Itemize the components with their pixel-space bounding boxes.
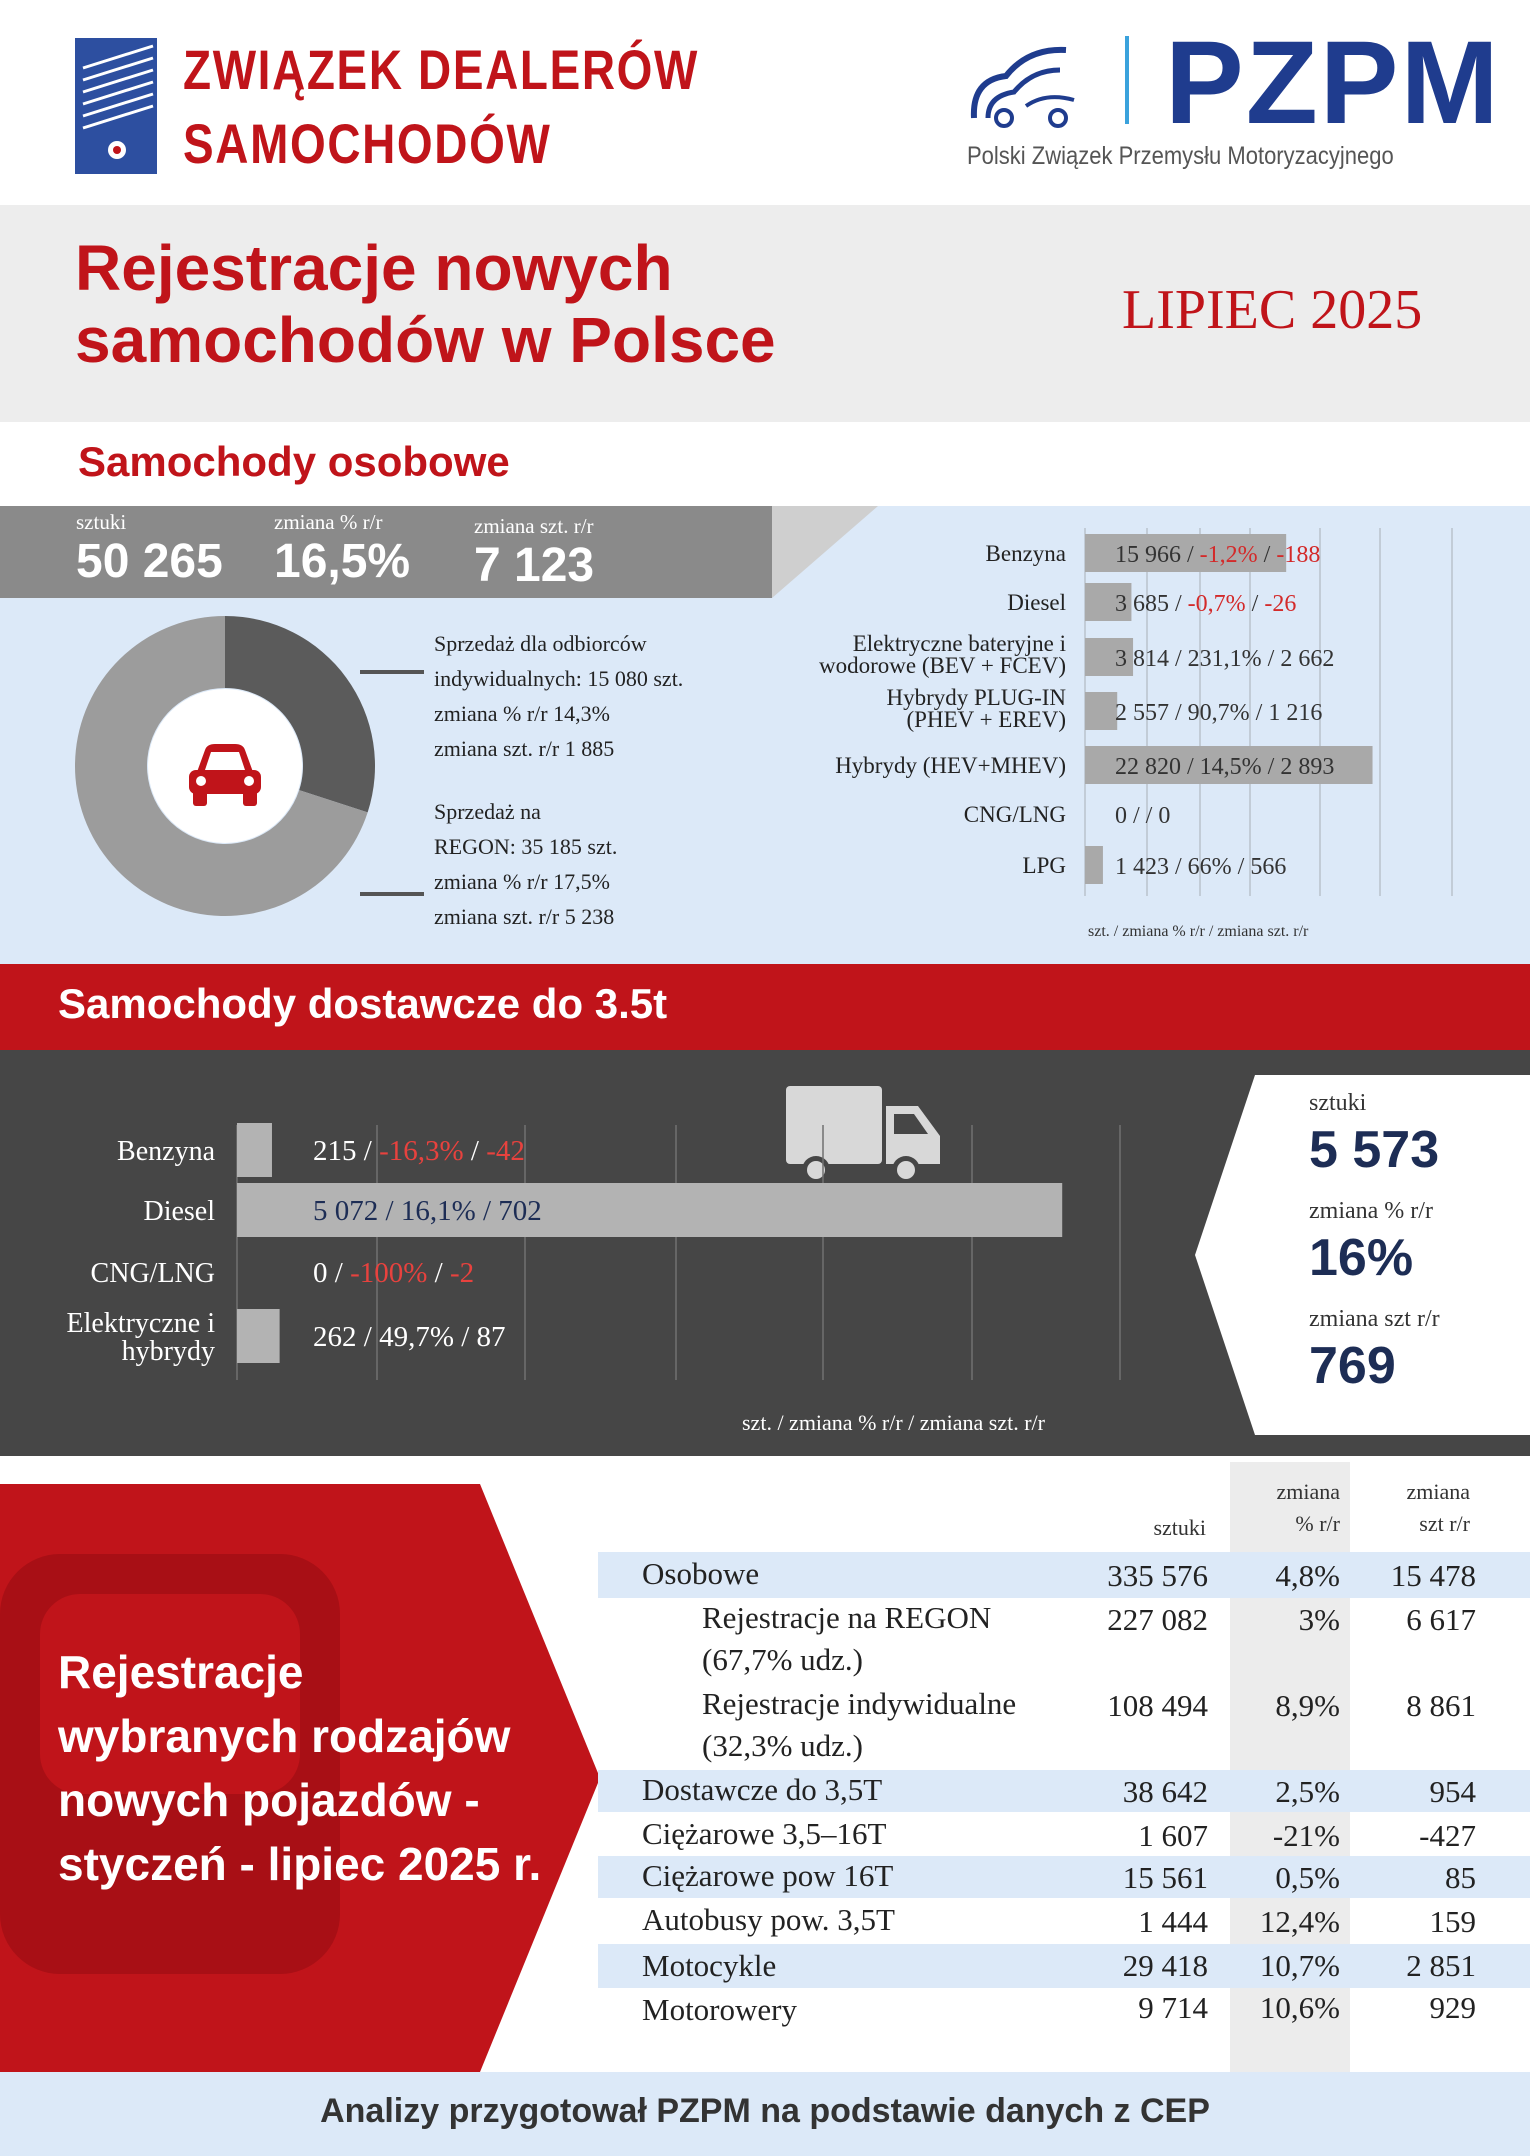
col-header-pct-line-1: zmiana	[1276, 1479, 1340, 1504]
row-regon-name: Rejestracje na REGON	[702, 1600, 992, 1635]
row-ciezarowe-small-pct: -21%	[1272, 1818, 1340, 1853]
vans-pct-label: zmiana % r/r	[1309, 1198, 1433, 1224]
car-icon	[183, 742, 267, 808]
fuel-category-label: LPG	[1022, 853, 1066, 878]
stat-change-label: zmiana szt. r/r	[474, 514, 594, 538]
row-osobowe-units: 335 576	[1107, 1558, 1208, 1593]
row-individual-name: Rejestracje indywidualne	[702, 1686, 1017, 1721]
individual-line-3: zmiana % r/r 14,3%	[434, 701, 610, 726]
vans-category-label: CNG/LNG	[90, 1258, 215, 1289]
row-autobusy-name: Autobusy pow. 3,5T	[642, 1902, 895, 1937]
col-header-pct-line-2: % r/r	[1295, 1511, 1340, 1536]
fuel-value-label: 3 685 / -0,7% / -26	[1115, 591, 1297, 617]
vans-bar	[237, 1123, 272, 1177]
fuel-category-label: Diesel	[1007, 590, 1066, 615]
fuel-value-label: 1 423 / 66% / 566	[1115, 854, 1287, 880]
vans-section-title: Samochody dostawcze do 3.5t	[58, 980, 668, 1027]
vans-value-label: 215 / -16,3% / -42	[313, 1135, 525, 1167]
pzpm-subtitle: Polski Związek Przemysłu Motoryzacyjnego	[967, 142, 1394, 170]
regon-line-1: Sprzedaż na	[434, 799, 541, 824]
vans-pct-value: 16%	[1309, 1229, 1414, 1287]
vans-value-label: 0 / -100% / -2	[313, 1257, 475, 1289]
row-regon-change: 6 617	[1406, 1602, 1476, 1637]
row-regon-pct: 3%	[1298, 1602, 1340, 1637]
row-individual-pct: 8,9%	[1275, 1688, 1340, 1723]
row-motorowery-name: Motorowery	[642, 1992, 797, 2027]
fuel-category-label: CNG/LNG	[963, 802, 1066, 827]
stat-pct-label: zmiana % r/r	[274, 510, 383, 534]
row-dostawcze-name: Dostawcze do 3,5T	[642, 1772, 883, 1807]
donut-leader-lines	[360, 660, 440, 910]
vans-fuel-bar-chart	[0, 1050, 1200, 1456]
row-osobowe-name: Osobowe	[642, 1556, 760, 1591]
zds-logo	[75, 38, 157, 174]
regon-line-4: zmiana szt. r/r 5 238	[434, 904, 615, 929]
ytd-title-line-4: styczeń - lipiec 2025 r.	[58, 1838, 542, 1890]
vans-units-label: sztuki	[1309, 1090, 1367, 1116]
individual-line-2: indywidualnych: 15 080 szt.	[434, 666, 684, 691]
row-ciezarowe-large-units: 15 561	[1122, 1860, 1208, 1895]
regon-sales-text	[434, 794, 617, 934]
col-header-change	[1370, 1476, 1470, 1540]
stat-units-value: 50 265	[76, 535, 223, 588]
individual-line-1: Sprzedaż dla odbiorców	[434, 631, 647, 656]
row-autobusy-change: 159	[1429, 1904, 1476, 1939]
row-ciezarowe-small-name: Ciężarowe 3,5–16T	[642, 1816, 887, 1851]
row-osobowe-pct: 4,8%	[1275, 1558, 1340, 1593]
vans-bar	[237, 1309, 280, 1363]
col-header-change-line-2: szt r/r	[1419, 1511, 1470, 1536]
row-osobowe-change: 15 478	[1390, 1558, 1476, 1593]
vans-category-label: Diesel	[143, 1196, 215, 1227]
row-motocykle-units: 29 418	[1122, 1948, 1208, 1983]
row-motorowery-change: 929	[1429, 1990, 1476, 2025]
fuel-bar	[1085, 692, 1117, 730]
fuel-category-label: Elektryczne bateryjne i	[852, 631, 1066, 656]
passenger-section-title: Samochody osobowe	[78, 438, 510, 485]
row-ciezarowe-small-units: 1 607	[1138, 1818, 1208, 1853]
row-individual-change: 8 861	[1406, 1688, 1476, 1723]
vans-category-label: Benzyna	[117, 1136, 215, 1167]
fuel-category-label: Hybrydy (HEV+MHEV)	[835, 753, 1066, 778]
zds-name-line2: SAMOCHODÓW	[183, 112, 552, 175]
zds-name-line1: ZWIĄZEK DEALERÓW	[183, 38, 700, 101]
row-motocykle-change: 2 851	[1406, 1948, 1476, 1983]
fuel-category-label: (PHEV + EREV)	[906, 707, 1066, 732]
row-motorowery-pct: 10,6%	[1259, 1990, 1340, 2025]
fuel-bar	[1085, 846, 1103, 884]
ytd-title-line-1: Rejestracje	[58, 1646, 304, 1698]
row-ciezarowe-large-pct: 0,5%	[1275, 1860, 1340, 1895]
fuel-value-label: 0 / / 0	[1115, 803, 1171, 829]
regon-line-2: REGON: 35 185 szt.	[434, 834, 618, 859]
vans-units-value: 5 573	[1309, 1121, 1440, 1179]
individual-sales-text	[434, 626, 683, 766]
vans-category-label: hybrydy	[121, 1336, 215, 1367]
vans-value-label: 5 072 / 16,1% / 702	[313, 1195, 542, 1227]
individual-line-4: zmiana szt. r/r 1 885	[434, 736, 615, 761]
ytd-title-line-3: nowych pojazdów -	[58, 1774, 480, 1826]
vans-value-label: 262 / 49,7% / 87	[313, 1321, 506, 1353]
col-header-units: sztuki	[1153, 1515, 1206, 1540]
row-motorowery-units: 9 714	[1138, 1990, 1208, 2025]
stat-pct-value: 16,5%	[274, 535, 411, 588]
row-individual-note: (32,3% udz.)	[702, 1728, 863, 1763]
fuel-value-label: 3 814 / 231,1% / 2 662	[1115, 646, 1335, 672]
page-title-line2: samochodów w Polsce	[75, 304, 776, 376]
row-dostawcze-pct: 2,5%	[1275, 1774, 1340, 1809]
vans-axis-note: szt. / zmiana % r/r / zmiana szt. r/r	[742, 1410, 1045, 1435]
report-month: LIPIEC 2025	[1122, 279, 1423, 341]
col-header-change-line-1: zmiana	[1406, 1479, 1470, 1504]
row-dostawcze-change: 954	[1429, 1774, 1476, 1809]
vans-change-value: 769	[1309, 1337, 1396, 1395]
fuel-type-bar-chart	[780, 516, 1530, 960]
row-autobusy-units: 1 444	[1138, 1904, 1208, 1939]
stat-units-label: sztuki	[76, 510, 127, 534]
regon-line-3: zmiana % r/r 17,5%	[434, 869, 610, 894]
footer-note: Analizy przygotował PZPM na podstawie danych z CEP	[320, 2092, 1210, 2130]
row-motocykle-name: Motocykle	[642, 1948, 777, 1983]
fuel-value-label: 15 966 / -1,2% / -188	[1115, 542, 1321, 568]
row-dostawcze-units: 38 642	[1122, 1774, 1208, 1809]
row-individual-units: 108 494	[1107, 1688, 1208, 1723]
row-regon-units: 227 082	[1107, 1602, 1208, 1637]
col-header-pct	[1240, 1476, 1340, 1540]
fuel-value-label: 2 557 / 90,7% / 1 216	[1115, 700, 1323, 726]
row-ciezarowe-small-change: -427	[1419, 1818, 1476, 1853]
fuel-category-label: wodorowe (BEV + FCEV)	[818, 653, 1066, 678]
vans-change-label: zmiana szt r/r	[1309, 1306, 1440, 1332]
row-motocykle-pct: 10,7%	[1259, 1948, 1340, 1983]
zds-logo-icon	[75, 38, 157, 174]
fuel-axis-note: szt. / zmiana % r/r / zmiana szt. r/r	[1088, 923, 1309, 940]
row-regon-note: (67,7% udz.)	[702, 1642, 863, 1677]
fuel-value-label: 22 820 / 14,5% / 2 893	[1115, 754, 1335, 780]
fuel-category-label: Benzyna	[985, 541, 1066, 566]
fuel-category-label: Hybrydy PLUG-IN	[886, 685, 1066, 710]
row-ciezarowe-large-name: Ciężarowe pow 16T	[642, 1858, 894, 1893]
row-autobusy-pct: 12,4%	[1259, 1904, 1340, 1939]
pzpm-divider	[1125, 36, 1129, 124]
ytd-title-line-2: wybranych rodzajów	[58, 1710, 511, 1762]
row-ciezarowe-large-change: 85	[1445, 1860, 1476, 1895]
vans-category-label: Elektryczne i	[66, 1308, 215, 1339]
ytd-title	[58, 1640, 541, 1896]
pzpm-car-icon	[966, 40, 1086, 130]
page-title-line1: Rejestracje nowych	[75, 232, 673, 304]
stat-change-value: 7 123	[474, 539, 595, 592]
pzpm-wordmark: PZPM	[1165, 17, 1501, 149]
